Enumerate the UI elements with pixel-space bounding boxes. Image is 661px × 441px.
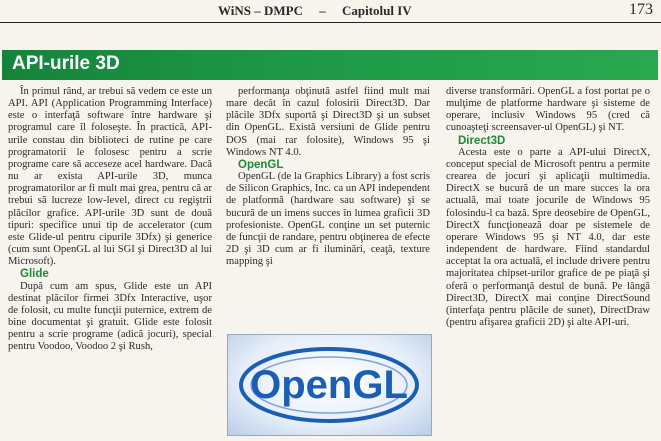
running-title: WiNS – DMPC – Capitolul IV [218, 3, 412, 18]
direct3d-paragraph: Acesta este o parte a API-ului DirectX, conceput special de Microsoft pentru a permite crearea de jocuri şi aplicaţii multimedia. DirectX se bucură de un mare succes la ora actuală, mai toate jocurile de Windows 95 folosindu-l ca bază. Spre deosebire de OpenGL, DirectX funcţionează doar pe sistemele de operare Windows 95 şi NT 4.0, dar este independent de hardware. Fiind standardul acceptat la ora actuală, el include drivere pentru majoritatea chipset-urilor grafice de pe piaţă şi oferă o performanţă destul de bună. Pe lângă Direct3D, DirectX mai conţine DirectSound (interfaţa pentru plăcile de sunet), DirectDraw (pentru afişarea graficii 2D) şi alte API-uri. [446, 146, 650, 328]
running-header [0, 0, 661, 23]
opengl-logo-graphic [228, 335, 431, 435]
column-3 [446, 86, 650, 329]
intro-paragraph: În primul rând, ar trebui să vedem ce este un API. API (Application Programming Interface) este o interfaţă software între hardware şi programul care îl foloseşte. În practică, API-urile constau din biblioteci de rutine pe care programatorii le folosesc pentru a scrie programe care să acceseze acel hardware. Dacă nu ar exista API-urile 3D, munca programatorilor ar fi mult mai grea, pentru că ar trebui să lucreze low-level, direct cu regiştrii plăcilor grafice. API-urile 3D sunt de două tipuri: specifice unui tip de accelerator (cum este Glide-ul pentru cipurile 3Dfx) şi generice (cum sunt OpenGL al lui SGI şi Direct3D al lui Microsoft). [8, 86, 212, 268]
glide-paragraph: După cum am spus, Glide este un API destinat plăcilor firmei 3Dfx Interactive, uşor de folosit, cu multe funcţii puternice, extrem de bine documentat şi gratuit. Glide este folosit pentru a scrie programe (adică jocuri), special pentru Voodoo, Voodoo 2 şi Rush, [8, 280, 212, 353]
column-2 [226, 86, 430, 268]
direct3d-heading: Direct3D [458, 134, 506, 147]
column-1 [8, 86, 212, 353]
section-banner [2, 50, 658, 80]
opengl-heading: OpenGL [238, 158, 284, 171]
logo-wordmark: OpenGL [250, 363, 408, 407]
page-number: 173 [629, 1, 653, 18]
section-title: API-urile 3D [12, 53, 120, 74]
glide-heading: Glide [20, 268, 49, 281]
opengl-paragraph: OpenGL (de la Graphics Library) a fost scris de Silicon Graphics, Inc. ca un API independent de platformă (hardware sau software) şi se bucură de un imens succes în lumea graficii 3D profesioniste. OpenGL conţine un set puternic de funcţii de randare, pentru obţinerea de efecte 2D şi 3D cum ar fi iluminări, ceaţă, texture mapping şi [226, 171, 430, 268]
glide-continued-paragraph: performanţa obţinută astfel fiind mult mai mare decât în cazul folosirii Direct3D. Dar plăcile 3Dfx suportă şi Direct3D şi un subset din OpenGL. Există versiuni de Glide pentru DOS (mai rar folosite), Windows 95 şi Windows NT 4.0. [226, 86, 430, 158]
opengl-continued-paragraph: diverse transformări. OpenGL a fost portat pe o mulţime de platforme hardware şi sisteme de operare, inclusiv Windows 95 (cred că cunoaşteţi screensaver-ul OpenGL) şi NT. [446, 86, 650, 134]
opengl-logo [227, 334, 432, 436]
